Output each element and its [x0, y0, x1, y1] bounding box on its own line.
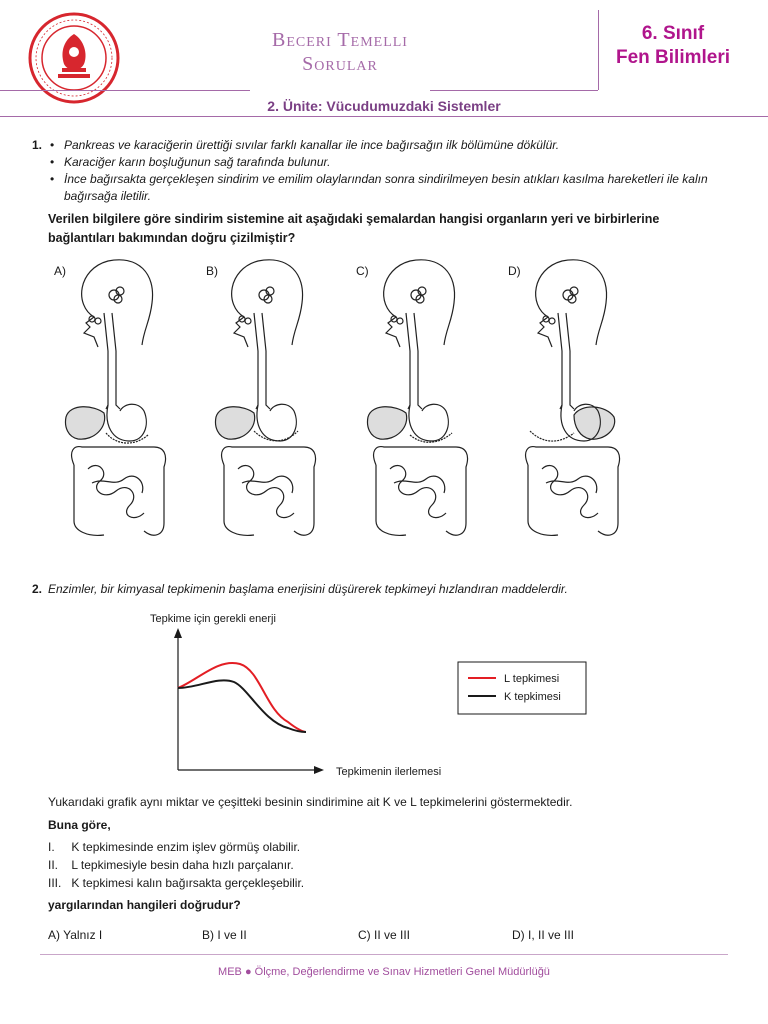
q2-question: yargılarından hangileri doğrudur?: [48, 898, 241, 912]
q2-number: 2.: [32, 582, 43, 596]
statement-text: L tepkimesiyle besin daha hızlı parçalanır.: [71, 858, 294, 872]
header-mid-line: [430, 90, 598, 91]
grade-box: [598, 18, 748, 80]
q1-bullet: • İnce bağırsakta gerçekleşen sindirim ve emilim olaylarından sonra sindirilmeyen besin atıkları kasılma hareketleri ile kalın bağırsağa iletilir.: [48, 171, 728, 205]
q1-option-b-label: B): [206, 264, 218, 278]
q2-statement-row: [48, 840, 300, 854]
answer-option-d[interactable]: D) I, II ve III: [512, 928, 575, 942]
q1-stem: Verilen bilgilere göre sindirim sistemine ait aşağıdaki şemalardan hangisi organların yeri ve birbirlerine bağlantıları bakımından doğru çizilmiştir?: [48, 212, 660, 245]
answer-option-a[interactable]: A) Yalnız I: [48, 928, 103, 942]
digestive-diagram-b: [214, 255, 332, 545]
q1-option-c-label: C): [356, 264, 369, 278]
footer-divider: [40, 954, 728, 955]
q1-bullets: [48, 137, 728, 205]
legend-k-label: K tepkimesi: [504, 691, 561, 703]
legend-l-label: L tepkimesi: [504, 673, 560, 685]
statement-number: II.: [48, 858, 59, 872]
header-bottom-line: [0, 116, 768, 117]
brand-line2: Sorular: [302, 53, 378, 75]
q2-statement-row: [48, 876, 304, 890]
chart-ylabel: Tepkime için gerekli enerji: [150, 613, 276, 625]
legend-box: [458, 662, 586, 714]
q2-statement-row: [48, 858, 294, 872]
header-left-underline: [0, 90, 250, 91]
series-k-curve: [178, 680, 306, 732]
chart-xlabel: Tepkimenin ilerlemesi: [336, 766, 442, 778]
subject-label: Fen Bilimleri: [615, 47, 731, 68]
brand-line1: Beceri Temelli: [272, 29, 408, 51]
statement-text: K tepkimesinde enzim işlev görmüş olabilir.: [71, 840, 301, 854]
answer-option-b[interactable]: B) I ve II: [202, 928, 247, 942]
unit-title: 2. Ünite: Vücudumuzdaki Sistemler: [267, 98, 501, 114]
digestive-diagram-c: [366, 255, 484, 545]
statement-number: I.: [48, 840, 55, 854]
digestive-diagram-d: [518, 255, 636, 545]
answer-option-c[interactable]: C) II ve III: [358, 928, 411, 942]
q1-bullet: • Pankreas ve karaciğerin ürettiği sıvılar farklı kanallar ile ince bağırsağın ilk bölümüne dökülür.: [48, 137, 728, 154]
digestive-diagram-a: [64, 255, 182, 545]
energy-chart: [148, 610, 608, 786]
y-axis-arrow: [174, 628, 182, 638]
q1-number: 1.: [32, 138, 43, 152]
footer-text: MEB ● Ölçme, Değerlendirme ve Sınav Hizmetleri Genel Müdürlüğü: [218, 966, 550, 978]
q1-bullet: • Karaciğer karın boşluğunun sağ tarafında bulunur.: [48, 154, 728, 171]
q1-option-a-label: A): [54, 264, 66, 278]
statement-text: K tepkimesi kalın bağırsakta gerçekleşebilir.: [71, 876, 305, 890]
q2-description: Yukarıdaki grafik aynı miktar ve çeşitteki besinin sindirimine ait K ve L tepkimelerini göstermektedir.: [48, 795, 573, 809]
brand-title: [250, 28, 430, 76]
series-l-curve: [178, 663, 306, 732]
grade-label: 6. Sınıf: [641, 23, 705, 44]
q2-intro: Enzimler, bir kimyasal tepkimenin başlama enerjisini düşürerek tepkimeyi hızlandıran maddelerdir.: [48, 582, 568, 596]
q1-option-d-label: D): [508, 264, 521, 278]
x-axis-arrow: [314, 766, 324, 774]
q2-lead: Buna göre,: [48, 818, 111, 832]
statement-number: III.: [48, 876, 62, 890]
